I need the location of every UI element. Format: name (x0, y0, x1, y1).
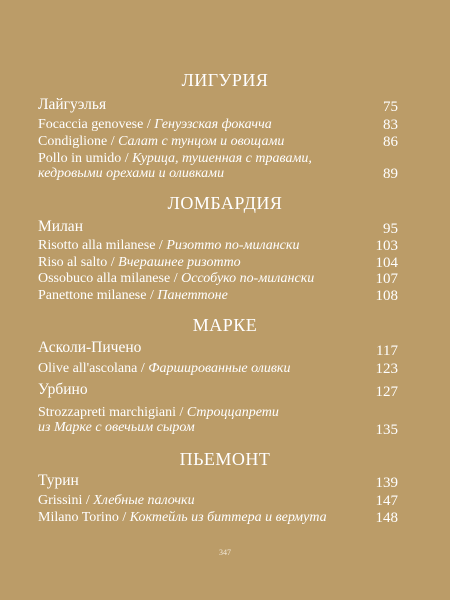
separator: / (124, 151, 129, 166)
toc-entry-risotto[interactable] (38, 238, 398, 254)
entry-name: Focaccia genovese (38, 117, 144, 132)
entry-page: 147 (375, 493, 398, 509)
entry-name: Милан (38, 218, 83, 235)
entry-name: Strozzapreti marchigiani (38, 405, 176, 420)
toc-entry-riso-salto[interactable] (38, 255, 398, 271)
entry-page: 108 (375, 288, 398, 304)
toc-entry-milano-torino[interactable] (38, 510, 398, 526)
separator: / (173, 271, 178, 286)
toc-entry-ossobuco[interactable] (38, 271, 398, 287)
toc-entry-turin[interactable] (38, 473, 398, 489)
separator: / (179, 405, 184, 420)
section-title-piemonte: ПЬЕМОНТ (179, 449, 271, 469)
entry-name: Risotto alla milanese (38, 238, 156, 253)
entry-page: 104 (375, 255, 398, 271)
entry-page: 148 (375, 510, 398, 526)
toc-entry-milan[interactable] (38, 219, 398, 235)
toc-entry-strozzapreti[interactable] (38, 405, 398, 421)
entry-page: 86 (383, 134, 398, 150)
entry-name: Panettone milanese (38, 288, 147, 303)
entry-page: 117 (376, 343, 398, 359)
entry-page: 127 (375, 384, 398, 400)
separator: / (110, 134, 115, 149)
page-number: 347 (219, 548, 231, 557)
entry-translation-cont: из Марке с овечьим сыром (38, 420, 195, 435)
toc-entry-laigueglia[interactable] (38, 97, 398, 113)
separator: / (110, 255, 115, 270)
separator: / (146, 117, 151, 132)
entry-page: 135 (375, 422, 398, 438)
toc-entry-ascoli[interactable] (38, 340, 398, 356)
separator: / (149, 288, 154, 303)
separator: / (140, 361, 145, 376)
entry-page: 107 (375, 271, 398, 287)
separator: / (85, 493, 90, 508)
entry-name: Olive all'ascolana (38, 361, 138, 376)
toc-entry-condiglione[interactable] (38, 134, 398, 150)
entry-name: Урбино (38, 381, 88, 398)
entry-name: Асколи-Пичено (38, 339, 142, 356)
entry-translation-cont: кедровыми орехами и оливками (38, 166, 225, 181)
toc-entry-focaccia[interactable] (38, 117, 398, 133)
entry-translation: Панеттоне (157, 288, 228, 303)
entry-translation: Вчерашнее ризотто (118, 255, 241, 270)
entry-translation: Салат с тунцом и овощами (118, 134, 285, 149)
entry-name: Milano Torino (38, 510, 119, 525)
entry-page: 123 (375, 361, 398, 377)
entry-translation: Курица, тушенная с травами, (132, 151, 312, 166)
toc-entry-panettone[interactable] (38, 288, 398, 304)
toc-entry-pollo[interactable] (38, 151, 398, 167)
entry-page: 75 (383, 99, 398, 115)
section-title-lombardia: ЛОМБАРДИЯ (167, 193, 283, 213)
entry-translation: Хлебные палочки (93, 493, 195, 508)
entry-page: 139 (375, 475, 398, 491)
separator: / (158, 238, 163, 253)
toc-entry-urbino[interactable] (38, 382, 398, 398)
section-title-liguria: ЛИГУРИЯ (181, 70, 269, 90)
entry-name: Riso al salto (38, 255, 108, 270)
entry-translation: Строццапрети (186, 405, 279, 420)
entry-translation: Генуэзская фокачча (154, 117, 272, 132)
toc-entry-grissini[interactable] (38, 493, 398, 509)
entry-translation: Ризотто по-милански (166, 238, 300, 253)
entry-translation: Фаршированные оливки (148, 361, 291, 376)
entry-page: 103 (375, 238, 398, 254)
entry-name: Condiglione (38, 134, 108, 149)
entry-name: Турин (38, 472, 79, 489)
entry-translation: Оссобуко по-милански (181, 271, 315, 286)
entry-name: Ossobuco alla milanese (38, 271, 171, 286)
toc-entry-olive[interactable] (38, 361, 398, 377)
entry-page: 83 (383, 117, 398, 133)
section-title-marche: МАРКЕ (192, 315, 258, 335)
entry-name: Pollo in umido (38, 151, 122, 166)
entry-page: 89 (383, 166, 398, 182)
entry-translation: Коктейль из биттера и вермута (129, 510, 327, 525)
entry-name: Лайгуэлья (38, 96, 107, 113)
separator: / (122, 510, 127, 525)
entry-name: Grissini (38, 493, 83, 508)
entry-page: 95 (383, 221, 398, 237)
